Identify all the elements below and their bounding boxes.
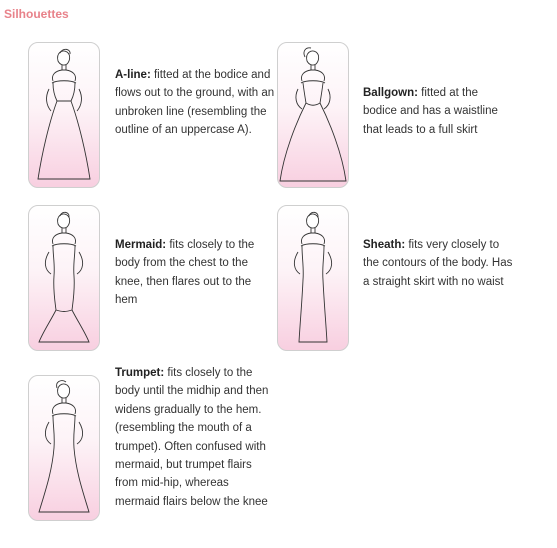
mermaid-label: Mermaid: bbox=[115, 239, 167, 251]
sheath-text: fits very closely to the contours of the body. Has a straight skirt with no waist bbox=[363, 239, 513, 288]
a-line-text: fitted at the bodice and flows out to the ground, with an unbroken line (resembling the outline of an uppercase A). bbox=[115, 69, 275, 137]
mermaid-dress-icon bbox=[28, 205, 100, 351]
sheath-dress-icon bbox=[277, 205, 349, 351]
a-line-dress-icon bbox=[28, 42, 100, 188]
trumpet-description bbox=[115, 364, 275, 511]
trumpet-label: Trumpet: bbox=[115, 367, 165, 379]
mermaid-text: fits closely to the body from the chest to the knee, then flares out to the hem bbox=[115, 239, 255, 307]
a-line-label: A-line: bbox=[115, 69, 151, 81]
sheath-label: Sheath: bbox=[363, 239, 406, 251]
section-title: Silhouettes bbox=[4, 7, 69, 21]
a-line-description bbox=[115, 66, 275, 140]
ballgown-description bbox=[363, 84, 513, 139]
ballgown-dress-icon bbox=[277, 42, 349, 188]
trumpet-text: fits closely to the body until the midhip and then widens gradually to the hem. (resembling the mouth of a trumpet). Often confused with mermaid, but trumpet flairs from mid-hip, whereas mermaid flairs below the knee bbox=[115, 367, 269, 508]
trumpet-dress-icon bbox=[28, 375, 100, 521]
sheath-description bbox=[363, 236, 513, 291]
ballgown-text: fitted at the bodice and has a waistline that leads to a full skirt bbox=[363, 87, 498, 136]
mermaid-description bbox=[115, 236, 275, 310]
ballgown-label: Ballgown: bbox=[363, 87, 418, 99]
